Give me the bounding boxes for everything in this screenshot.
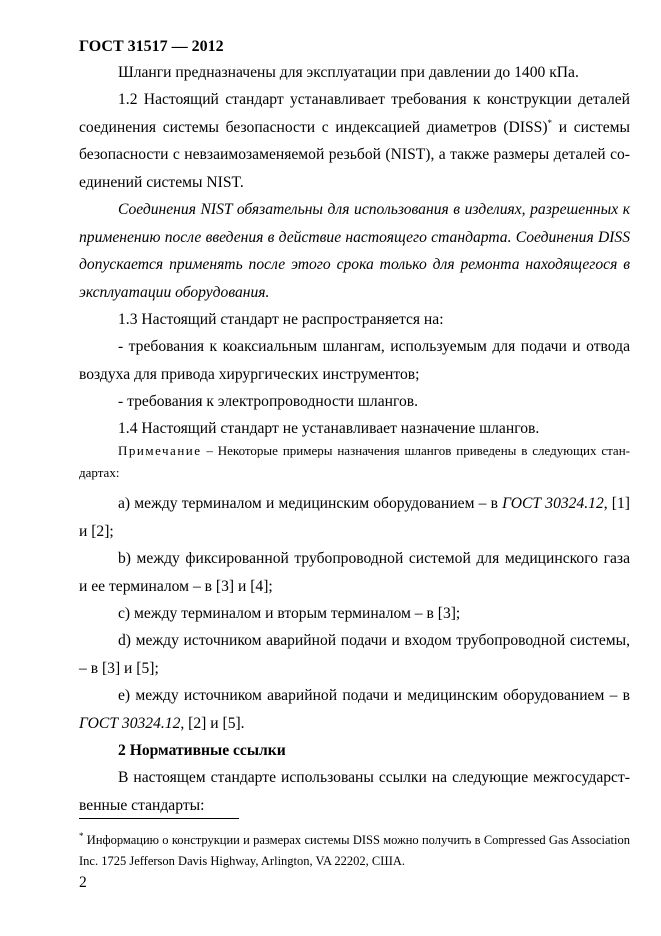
footnote-text: Информацию о конструкции и размерах системы DISS можно получить в Compressed Gas Association Inc. 1725 Jefferson Davis Highway, Arlington, VA 22202, США.	[79, 833, 630, 869]
example-a-tail: , [1] и [2];	[79, 495, 630, 540]
paragraph-1-4: 1.4 Настоящий стандарт не устанавливает назначение шлангов.	[118, 420, 540, 437]
example-c: с) между терминалом и вторым терминалом – в [3];	[118, 605, 461, 622]
example-a	[79, 490, 630, 545]
example-e-ref: ГОСТ 30324.12	[79, 714, 181, 732]
paragraph-1-3: 1.3 Настоящий стандарт не распространяется на:	[118, 311, 444, 328]
footnote	[79, 826, 630, 872]
page-number: 2	[79, 874, 87, 891]
footnote-divider	[79, 818, 239, 819]
paragraph-1-2	[79, 86, 630, 196]
example-e-text: е) между источником аварийной подачи и медицинским оборудованием – в	[118, 687, 630, 704]
note	[79, 440, 630, 484]
list-item-coaxial: - требования к коаксиальным шлангам, используемым для подачи и отвода воздуха для привода хирургических инструментов;	[79, 338, 630, 383]
paragraph-1-2-part2: и системы безопасности с невзаимозаменяемой резьбой (NIST), а также размеры деталей соединений системы NIST.	[79, 118, 630, 191]
note-label: Примечание	[118, 443, 202, 458]
paragraph-nist-requirement: Соединения NIST обязательны для использования в изделиях, разрешенных к применению после введения в действие настоящего стандарта. Соединения DISS допускается применять после этого срока только для ремонта находящегося в эксплуатации оборудования.	[79, 201, 630, 301]
example-e-tail: , [2] и [5].	[180, 714, 245, 732]
footnote-marker: *	[547, 117, 553, 128]
footnote-mark: *	[79, 831, 84, 841]
section-2-text: В настоящем стандарте использованы ссылки на следующие межгосударственные стандарты:	[79, 769, 630, 814]
section-2-title: 2 Нормативные ссылки	[118, 742, 286, 759]
example-d: d) между источником аварийной подачи и входом трубопроводной системы, – в [3] и [5];	[79, 632, 630, 677]
example-b: b) между фиксированной трубопроводной системой для медицинского газа и ее терминалом – в [3] и [4];	[79, 550, 630, 595]
paragraph-1-2-part1: 1.2 Настоящий стандарт устанавливает требования к конструкции деталей соединения системы безопасности с индексацией диаметров (DISS)	[79, 91, 630, 136]
paragraph-pressure: Шланги предназначены для эксплуатации при давлении до 1400 кПа.	[118, 64, 579, 81]
list-item-conductivity: - требования к электропроводности шлангов.	[118, 393, 419, 410]
example-a-text: а) между терминалом и медицинским оборудованием – в	[118, 495, 503, 512]
example-a-ref: ГОСТ 30324.12	[502, 495, 604, 512]
example-e	[79, 682, 630, 737]
standard-header: ГОСТ 31517 — 2012	[79, 38, 224, 55]
note-text: – Некоторые примеры назначения шлангов приведены в следующих стандартах:	[79, 443, 630, 480]
